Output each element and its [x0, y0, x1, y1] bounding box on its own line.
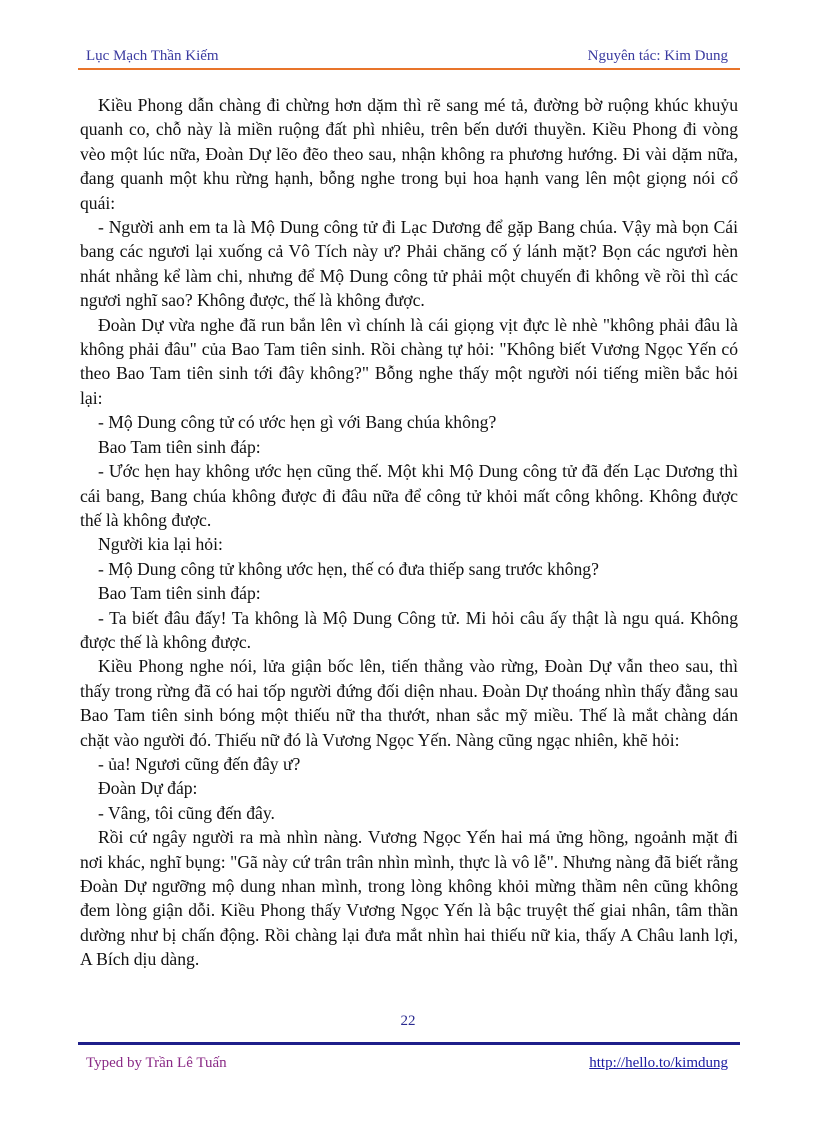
footer-website-link[interactable]: http://hello.to/kimdung [589, 1055, 728, 1071]
header-book-title: Lục Mạch Thần Kiếm [86, 48, 219, 64]
paragraph: Kiều Phong dẫn chàng đi chừng hơn dặm thì rẽ sang mé tả, đường bờ ruộng khúc khuỷu quanh co, chỗ này là miền ruộng đất phì nhiêu, trên bến dưới thuyền. Kiều Phong đi vòng vèo một lúc nữa, Đoàn Dự lẽo đẽo theo sau, nhận không ra phương hướng. Đi vài dặm nữa, đang quanh một khu rừng hạnh, bỗng nghe trong bụi hoa hạnh vang lên một giọng nói cổ quái: [80, 95, 738, 213]
paragraph: - Ta biết đâu đấy! Ta không là Mộ Dung Công tử. Mi hỏi câu ấy thật là ngu quá. Không được thế là không được. [80, 607, 738, 652]
paragraph: Kiều Phong nghe nói, lửa giận bốc lên, tiến thẳng vào rừng, Đoàn Dự vẫn theo sau, thì thấy trong rừng đã có hai tốp người đứng đối diện nhau. Đoàn Dự thoáng nhìn thấy đằng sau Bao Tam tiên sinh bóng một thiếu nữ tha thướt, nhan sắc mỹ miều. Thế là mắt chàng dán chặt vào người đó. Thiếu nữ đó là Vương Ngọc Yến. Nàng cũng ngạc nhiên, khẽ hỏi: [80, 656, 738, 750]
paragraph: - Ước hẹn hay không ước hẹn cũng thế. Một khi Mộ Dung công tử đã đến Lạc Dương thì cái bang, Bang chúa không được đi đâu nữa để công tử khỏi mất công không. Không được thế là không được. [80, 461, 738, 530]
paragraph: Bao Tam tiên sinh đáp: [98, 583, 261, 604]
page-body [80, 93, 738, 972]
page-number: 22 [400, 1013, 416, 1029]
header-divider [78, 68, 740, 70]
paragraph: - ủa! Ngươi cũng đến đây ư? [98, 753, 301, 774]
paragraph: - Mộ Dung công tử có ước hẹn gì với Bang chúa không? [98, 412, 497, 433]
paragraph: Rồi cứ ngây người ra mà nhìn nàng. Vương Ngọc Yến hai má ửng hồng, ngoảnh mặt đi nơi khác, nghĩ bụng: "Gã này cứ trân trân nhìn mình, thực là vô lễ". Nhưng nàng đã biết rằng Đoàn Dự ngưỡng mộ dung nhan mình, trong lòng không khỏi mừng thầm nên cũng không đem lòng giận dỗi. Kiều Phong thấy Vương Ngọc Yến là bậc truyệt thế giai nhân, tâm thần dường như bị chấn động. Rồi chàng lại đưa mắt nhìn hai thiếu nữ kia, thấy A Châu lanh lợi, A Bích dịu dàng. [80, 827, 738, 970]
paragraph: - Người anh em ta là Mộ Dung công tử đi Lạc Dương để gặp Bang chúa. Vậy mà bọn Cái bang các ngươi lại xuống cả Vô Tích này ư? Phải chăng cố ý lánh mặt? Bọn các ngươi hèn nhát nhẳng kể làm chi, nhưng để Mộ Dung công tử phải một chuyến đi không về rồi thì các ngươi nghĩ sao? Không được, thế là không được. [80, 217, 738, 311]
paragraph: Đoàn Dự vừa nghe đã run bắn lên vì chính là cái giọng vịt đực lè nhè "không phải đâu là không phải đâu" của Bao Tam tiên sinh. Rồi chàng tự hỏi: "Không biết Vương Ngọc Yến có theo Bao Tam tiên sinh tới đây không?" Bỗng nghe thấy một người nói tiếng miền bắc hỏi lại: [80, 314, 738, 408]
paragraph: - Vâng, tôi cũng đến đây. [98, 802, 275, 823]
footer-divider [78, 1042, 740, 1045]
paragraph: - Mộ Dung công tử không ước hẹn, thế có đưa thiếp sang trước không? [98, 558, 599, 579]
paragraph: Đoàn Dự đáp: [98, 778, 198, 799]
paragraph: Bao Tam tiên sinh đáp: [98, 436, 261, 457]
header-author: Nguyên tác: Kim Dung [587, 48, 728, 64]
footer-typist: Typed by Trần Lê Tuấn [86, 1055, 227, 1071]
paragraph: Người kia lại hỏi: [98, 534, 223, 555]
